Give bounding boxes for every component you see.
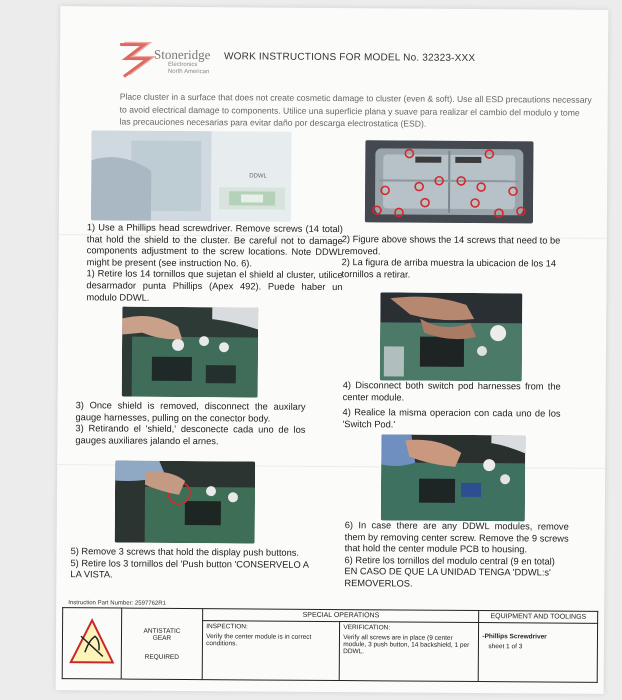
sheet-number: sheet 1 of 3 xyxy=(488,643,523,651)
step-3-english: 3) Once shield is removed, disconnect the auxilary gauge harnesses, pulling on the conector body. xyxy=(75,400,306,424)
inspection-label: INSPECTION: xyxy=(206,623,248,631)
step-1 xyxy=(86,222,343,305)
company-name: Stoneridge xyxy=(154,46,211,63)
verification-cell xyxy=(339,622,479,682)
step-4 xyxy=(342,380,560,432)
photo-gauge-harness xyxy=(122,307,259,398)
stoneridge-logo-icon xyxy=(114,38,158,80)
step-3-spanish: 3) Retirando el 'shield,' desconecte cada uno de los gauges auxiliares jalando el arnes. xyxy=(75,423,306,446)
step-5-english: 5) Remove 3 screws that hold the display push buttons. xyxy=(70,546,300,558)
required-label: REQUIRED xyxy=(144,653,179,661)
step-6 xyxy=(344,520,568,591)
verification-label: VERIFICATION: xyxy=(343,624,391,632)
photo-center-module xyxy=(381,434,526,521)
step-6-english: 6) In case there are any DDWL modules, remove them by removing center screw. Remove the 9 screws that hold the center module PCB to housing. xyxy=(344,520,569,555)
document-header xyxy=(100,32,580,85)
antistatic-gear-label: ANTISTATIC GEAR xyxy=(143,627,181,642)
step-5-spanish: 5) Retire los 3 tornillos del 'Push button 'CONSERVELO A LA VISTA. xyxy=(70,557,309,580)
instruction-sheet xyxy=(56,6,609,694)
equipment-cell xyxy=(479,623,598,683)
step-2 xyxy=(341,234,565,282)
step-2-spanish: 2) La figura de arriba muestra la ubicacion de los 14 tornillos a retirar. xyxy=(341,257,557,280)
intro-paragraph: Place cluster in a surface that does not create cosmetic damage to cluster (even & soft). Use all ESD precautions necessary to avoid electrical damage to components. Utilice una superficie plana y suave para realizar el cambio del modulo y tome las precauciones necesarias para evitar daño por descarga electrostatica (ESD). xyxy=(119,91,592,129)
antistatic-gear-cell xyxy=(121,608,203,680)
document-title: WORK INSTRUCTIONS FOR MODEL No. 32323-XXX xyxy=(224,51,476,64)
step-1-english: 1) Use a Phillips head screwdriver. Remove screws (14 total) that hold the shield to the cluster. Be careful not to damage components adjustment to the screw locations. Note DDWL might be present (see instruction No. 6). xyxy=(86,222,343,269)
step-3 xyxy=(75,400,305,448)
photo-cluster-screws xyxy=(365,140,534,223)
inspection-cell xyxy=(202,621,340,681)
special-operations-header: SPECIAL OPERATIONS xyxy=(203,609,479,623)
photo-shield-screwdriver xyxy=(91,130,292,221)
step-6-spanish: 6) Retire los tornillos del modulo central (9 en total) EN CASO DE QUE LA UNIDAD TENGA 'DDWL:s' REMOVERLOS. xyxy=(344,554,555,589)
step-2-english: 2) Figure above shows the 14 screws that need to be removed. xyxy=(341,234,561,256)
company-subtitle: Electronics xyxy=(167,61,198,69)
step-5 xyxy=(70,546,320,583)
step-1-spanish: 1) Retire los 14 tornillos que sujetan el shield al cluster, utilice desarmador punta Phillips (Apex 492). Puede haber un modulo DDWL. xyxy=(86,268,343,303)
special-operations-table xyxy=(62,607,598,683)
verification-text: Verify all screws are in place (9 center module, 3 push button, 14 backshield, 1 per DDWL. xyxy=(343,634,470,656)
step-4-english: 4) Disconnect both switch pod harnesses from the center module. xyxy=(342,380,561,403)
ddwl-photo-label: DDWL xyxy=(249,173,267,180)
step-4-spanish: 4) Realice la misma operacion con cada uno de los 'Switch Pod.' xyxy=(342,407,561,430)
inspection-text: Verify the center module is in correct conditions. xyxy=(206,633,312,648)
equipment-tooling-header: EQUIPMENT AND TOOLINGS xyxy=(479,611,598,624)
instruction-part-number: Instruction Part Number: 2597762R1 xyxy=(68,600,166,607)
esd-warning-icon xyxy=(67,616,117,668)
tool-name: -Phillips Screwdriver xyxy=(482,633,547,641)
photo-switch-pod xyxy=(380,292,523,381)
antistatic-symbol-cell xyxy=(62,608,121,679)
photo-push-button-screws xyxy=(115,460,256,543)
company-region: North American xyxy=(167,68,210,76)
